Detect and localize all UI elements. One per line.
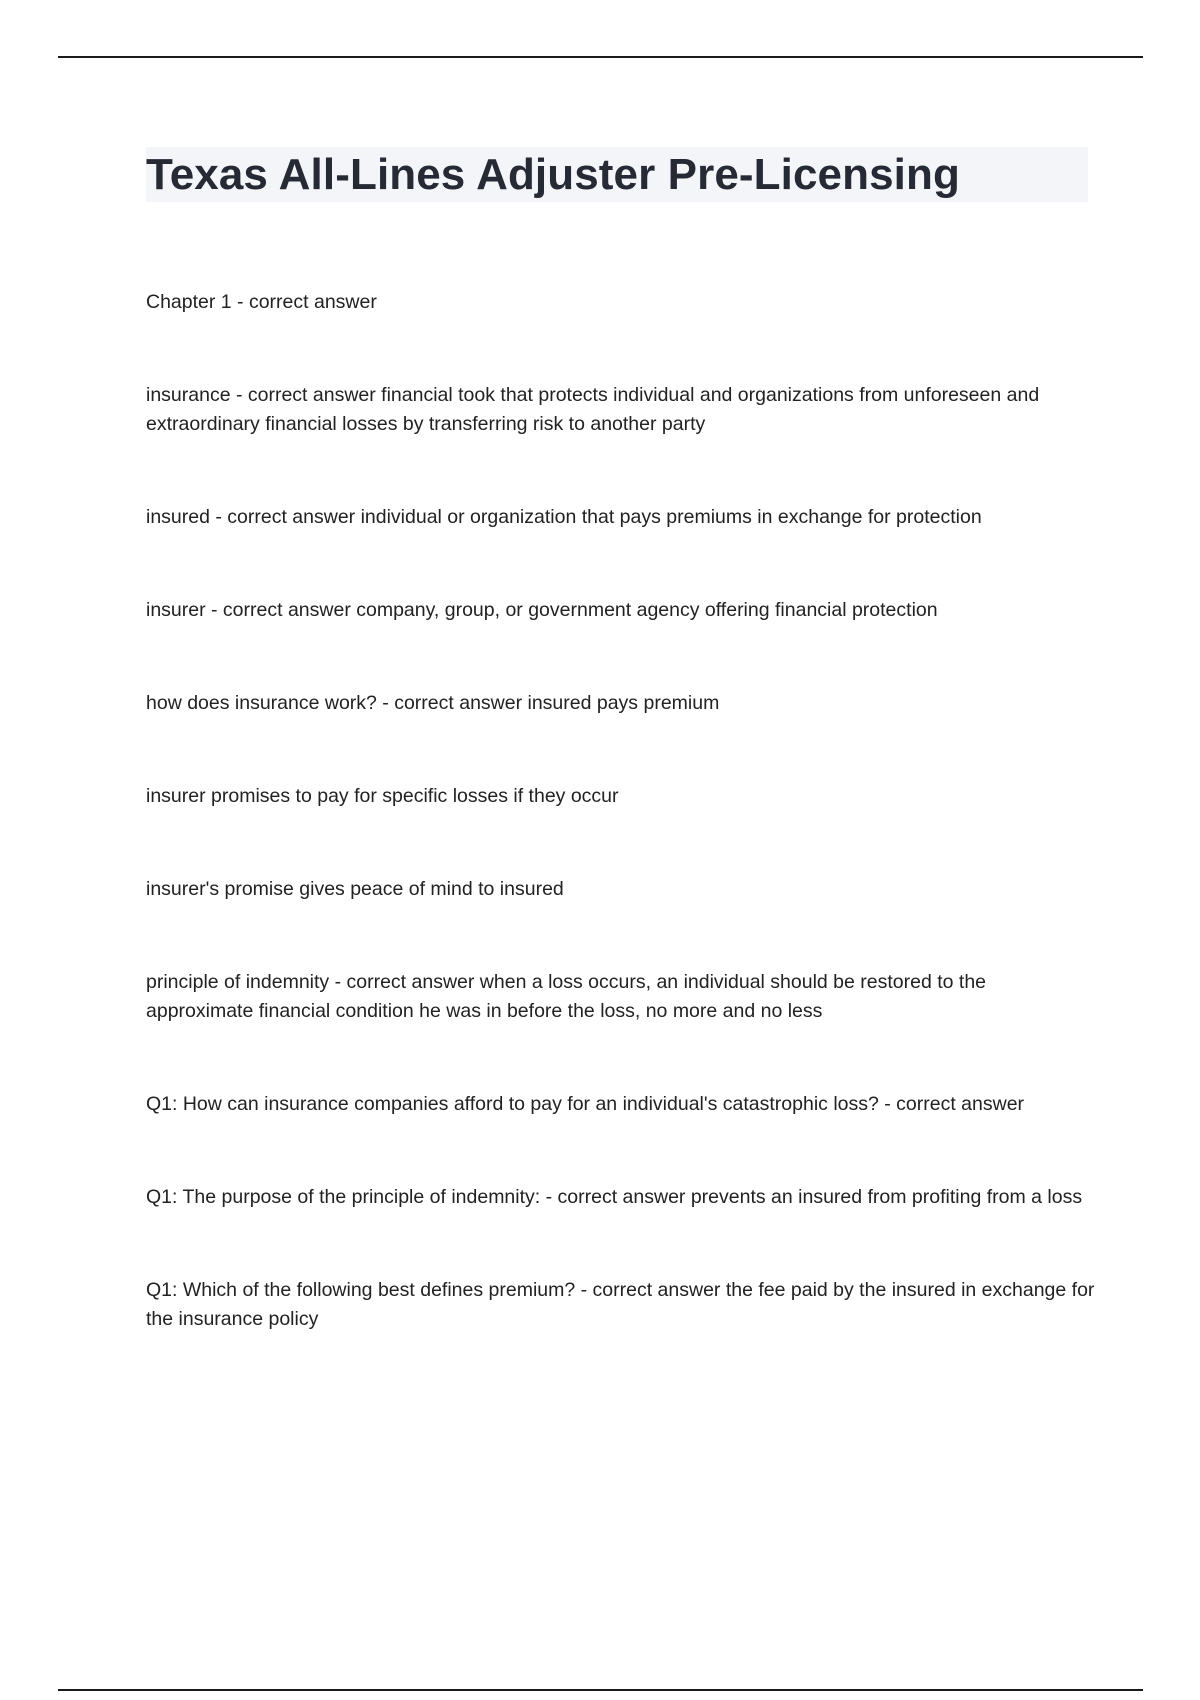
top-divider — [58, 56, 1143, 58]
entry-how-insurance-works: how does insurance work? - correct answer insured pays premium — [146, 692, 720, 714]
entry-q1-premium-definition: Q1: Which of the following best defines premium? - correct answer the fee paid by the insured in exchange for the insurance policy — [146, 1279, 1095, 1330]
entry-q1-indemnity-purpose: Q1: The purpose of the principle of indemnity: - correct answer prevents an insured from profiting from a loss — [146, 1186, 1083, 1208]
bottom-divider — [58, 1689, 1143, 1691]
entry-peace-of-mind: insurer's promise gives peace of mind to insured — [146, 878, 564, 900]
title-banner — [146, 147, 1088, 202]
entry-principle-of-indemnity: principle of indemnity - correct answer when a loss occurs, an individual should be restored to the approximate financial condition he was in before the loss, no more and no less — [146, 971, 987, 1022]
entry-q1-catastrophic-loss: Q1: How can insurance companies afford to pay for an individual's catastrophic loss? - correct answer — [146, 1093, 1025, 1115]
page-title: Texas All-Lines Adjuster Pre-Licensing — [146, 150, 960, 199]
entry-chapter-1: Chapter 1 - correct answer — [146, 291, 377, 313]
entry-insured: insured - correct answer individual or organization that pays premiums in exchange for protection — [146, 506, 982, 528]
entry-insurance: insurance - correct answer financial took that protects individual and organizations from unforeseen and extraordinary financial losses by transferring risk to another party — [146, 384, 1040, 435]
entry-insurer: insurer - correct answer company, group, or government agency offering financial protection — [146, 599, 938, 621]
entry-insurer-promises: insurer promises to pay for specific losses if they occur — [146, 785, 619, 807]
document-body — [146, 288, 1096, 1398]
